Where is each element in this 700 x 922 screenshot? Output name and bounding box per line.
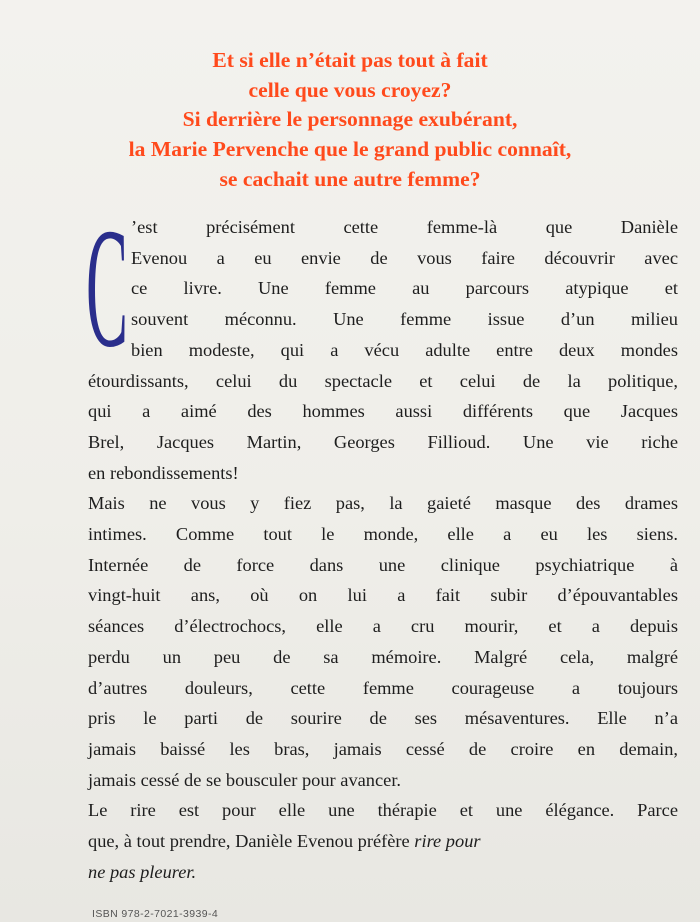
text-line: jamais cessé de se bousculer pour avancer. bbox=[88, 769, 402, 790]
text-line: qui a aimé des hommes aussi différents que Jacques bbox=[88, 401, 678, 422]
tagline bbox=[0, 46, 700, 195]
text-line: Le rire est pour elle une thérapie et une élégance. Parce bbox=[88, 800, 678, 821]
text-line: jamais baissé les bras, jamais cessé de croire en demain, bbox=[88, 738, 678, 759]
text-line: perdu un peu de sa mémoire. Malgré cela, malgré bbox=[88, 646, 678, 667]
text-line: bien modeste, qui a vécu adulte entre deux mondes bbox=[131, 339, 678, 360]
text-line: ’est précisément cette femme-là que Danièle bbox=[131, 217, 678, 237]
text-line bbox=[88, 826, 678, 857]
text-line: Evenou a eu envie de vous faire découvrir avec bbox=[131, 247, 678, 268]
text-line: Mais ne vous y fiez pas, la gaieté masque des drames bbox=[88, 493, 678, 514]
isbn-code: ISBN 978-2-7021-3939-4 bbox=[92, 908, 219, 920]
tagline-line: se cachait une autre femme? bbox=[219, 166, 481, 191]
description-text bbox=[88, 212, 678, 887]
italic-phrase: ne pas pleurer. bbox=[88, 861, 197, 882]
text-line: séances d’électrochocs, elle a cru mourir, et a depuis bbox=[88, 616, 678, 637]
tagline-line: Et si elle n’était pas tout à fait bbox=[212, 48, 488, 72]
italic-phrase: rire pour bbox=[414, 831, 481, 852]
text-line: pris le parti de sourire de ses mésaventures. Elle n’a bbox=[88, 708, 678, 729]
text-line: en rebondissements! bbox=[88, 462, 239, 483]
text-line: intimes. Comme tout le monde, elle a eu les siens. bbox=[88, 524, 678, 545]
tagline-line: celle que vous croyez? bbox=[248, 77, 452, 102]
text-line: ce livre. Une femme au parcours atypique et bbox=[131, 278, 678, 299]
text-line: étourdissants, celui du spectacle et celui de la politique, bbox=[88, 370, 678, 391]
text-line: Internée de force dans une clinique psychiatrique à bbox=[88, 554, 678, 575]
text-line: d’autres douleurs, cette femme courageuse a toujours bbox=[88, 677, 678, 698]
text-line bbox=[88, 857, 678, 888]
dropcap-letter-glyph: C bbox=[86, 192, 128, 383]
text-line-start: que, à tout prendre, Danièle Evenou préfère bbox=[88, 831, 410, 852]
text-line: Brel, Jacques Martin, Georges Fillioud. Une vie riche bbox=[88, 431, 678, 452]
tagline-line: la Marie Pervenche que le grand public connaît, bbox=[128, 137, 572, 162]
text-line: vingt-huit ans, où on lui a fait subir d’épouvantables bbox=[88, 585, 678, 606]
text-line: souvent méconnu. Une femme issue d’un milieu bbox=[131, 309, 678, 330]
tagline-line: Si derrière le personnage exubérant, bbox=[182, 107, 518, 132]
